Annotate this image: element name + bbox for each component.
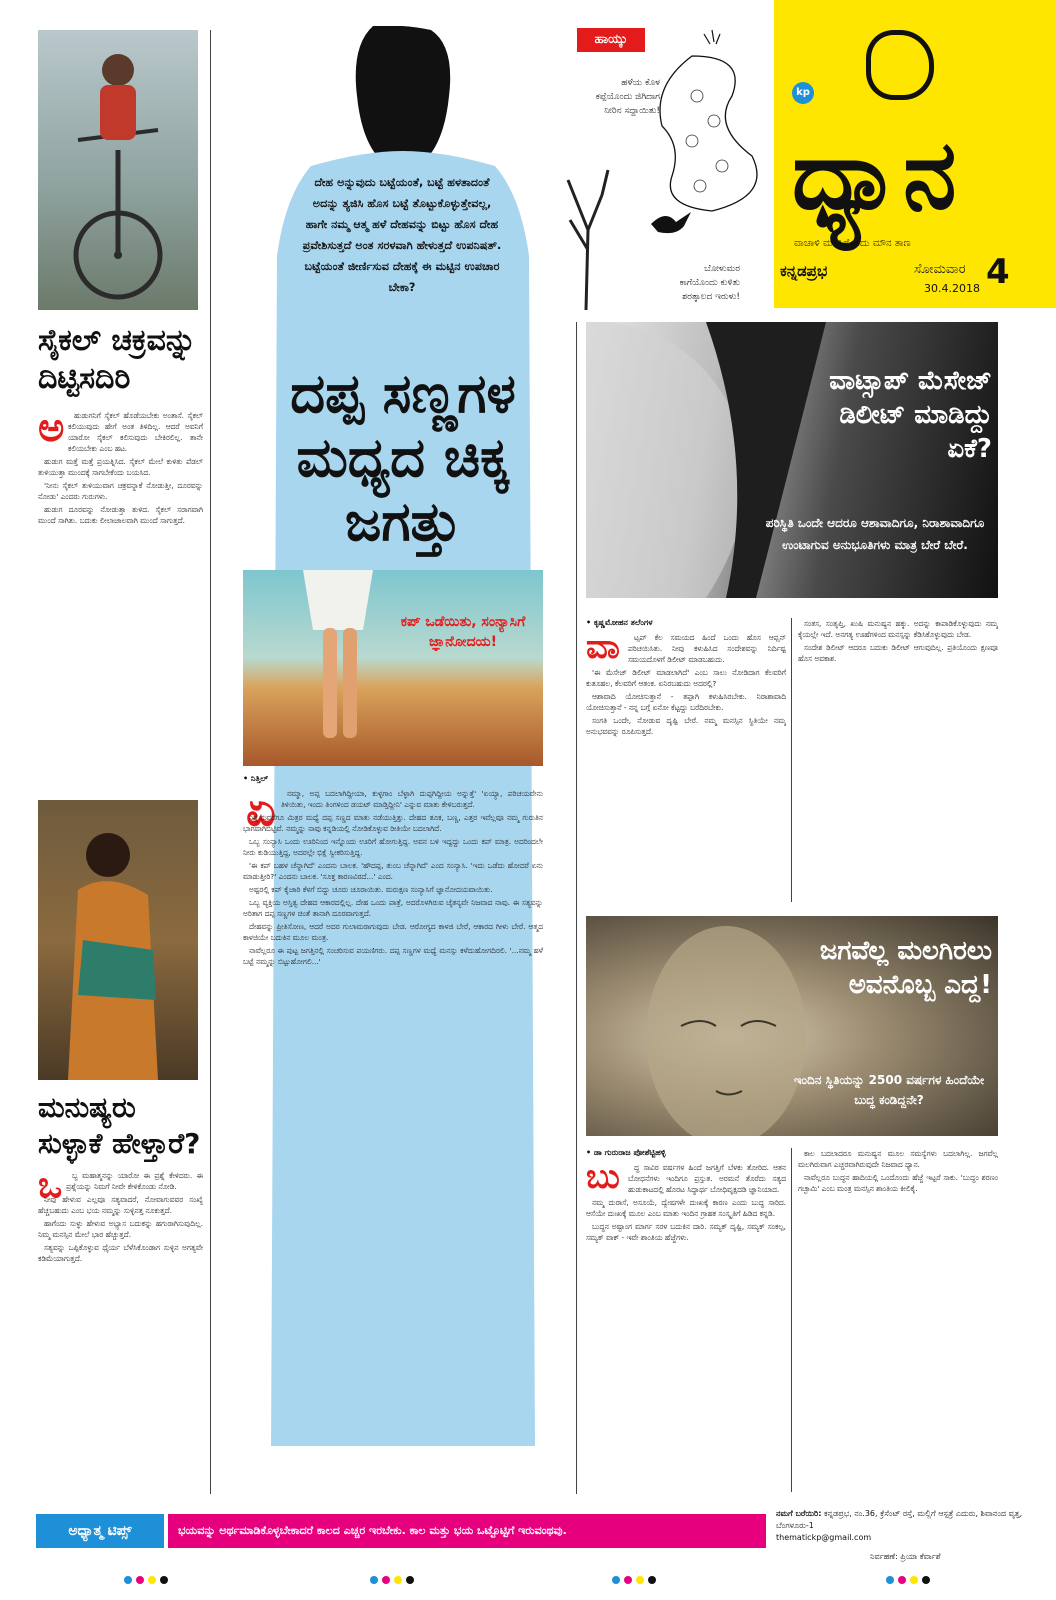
buddha-story-deck: ಇಂದಿನ ಸ್ಥಿತಿಯನ್ನು 2500 ವರ್ಷಗಳ ಹಿಂದೆಯೇ ಬುದ್ಧ ಕಂಡಿದ್ದನೇ? (793, 1073, 985, 1107)
cycle-story-body: ಹುಡುಗನಿಗೆ ಸೈಕಲ್ ಹೊಡೆಯಬೇಕು ಅಂತಾಸೆ. ಸೈಕಲ್ ಕಲಿಯುವುದು ಹೇಗೆ ಅಂತ ತಿಳಿದಿಲ್ಲ. ಆದರೆ ಅವನಿಗೆ ಯಾರೋ ಸೈಕಲ್ ಕಲಿಸುವುದು ಬೇಕಿರಲಿಲ್ಲ. ತಾನೇ ಕಲಿಯಬೇಕು ಎಂಬ ಹಟ. ಹುಡುಗ ಮತ್ತೆ ಮತ್ತೆ ಪ್ರಯತ್ನಿಸಿದ. ಸೈಕಲ್ ಮೇಲೆ ಕುಳಿತು ಪೆಡಲ್ ತುಳಿಯುತ್ತಾ ಮುಂದಕ್ಕೆ ಸಾಗಬೇಕೆಂದು ಬಯಸಿದ. 'ನೀನು ಸೈಕಲ್ ತುಳಿಯುವಾಗ ಚಕ್ರವನ್ನಾಕೆ ನೋಡುತ್ತೀ, ದೂರವನ್ನು ನೋಡು' ಎಂದರು ಗುರುಗಳು. ಹುಡುಗ ದೂರವನ್ನು ನೋಡುತ್ತಾ ತುಳಿದ. ಸೈಕಲ್ ಸರಾಗವಾಗಿ ಮುಂದೆ ಸಾಗಿತು. ಬದುಕು ಲೀಲಾಜಾಲವಾಗಿ ಮುಂದೆ ಸಾಗುತ್ತದೆ. (38, 411, 203, 525)
lie-story-body: ಬ್ಬ ಮಹಾತ್ಮನನ್ನು ಯಾರೋ ಈ ಪ್ರಶ್ನೆ ಕೇಳಿದರು. ಈ ಪ್ರಶ್ನೆಯನ್ನು ನಿಮಗೆ ನೀವೇ ಕೇಳಿಕೊಂಡು ನೋಡಿ. ನೀವು ಹೇಳುವ ಎಲ್ಲವೂ ಸತ್ಯವಾದರೆ, ನೋವಾಗುವವರ ಸಂಖ್ಯೆ ಹೆಚ್ಚಬಹುದು ಎಂಬ ಭಯ ನಮ್ಮನ್ನು ಸುಳ್ಳಿನತ್ತ ನೂಕುತ್ತದೆ. ಹಾಗೆಂದು ಸುಳ್ಳು ಹೇಳುವ ಅಭ್ಯಾಸ ಬದುಕನ್ನು ಹಗುರಾಗಿಸುವುದಿಲ್ಲ. ನಿಮ್ಮ ಮನಸ್ಸಿನ ಮೇಲೆ ಭಾರ ಹೆಚ್ಚುತ್ತದೆ. ಸತ್ಯವನ್ನು ಒಪ್ಪಿಕೊಳ್ಳುವ ಧೈರ್ಯ ಬೆಳೆಸಿಕೊಂಡಾಗ ಸುಳ್ಳಿನ ಅಗತ್ಯವೇ ಕಡಿಮೆಯಾಗುತ್ತದೆ. (38, 1171, 203, 1263)
kannadaprabha-logo-icon: kp (792, 82, 814, 104)
whatsapp-byline: • ಕೃಷ್ಣಮೋಹನ ತಲೆಂಗಳ (586, 618, 653, 627)
buddha-photo (586, 916, 998, 1136)
buddha-drop-cap: ಬು (586, 1157, 620, 1197)
desert-feet-photo (243, 570, 543, 766)
center-lede: ದೇಹ ಅನ್ನುವುದು ಬಟ್ಟೆಯಂತೆ, ಬಟ್ಟೆ ಹಳತಾದಂತೆ ಅದನ್ನು ತ್ಯಜಿಸಿ ಹೊಸ ಬಟ್ಟೆ ತೊಟ್ಟುಕೊಳ್ಳುತ್ತೇವಲ್ಲ, ಹಾಗೇ ನಮ್ಮ ಆತ್ಮ ಹಳೆ ದೇಹವನ್ನು ಬಿಟ್ಟು ಹೊಸ ದೇಹ ಪ್ರವೇಶಿಸುತ್ತದೆ ಅಂತ ಸರಳವಾಗಿ ಹೇಳುತ್ತದೆ ಉಪನಿಷತ್. ಬಟ್ಟೆಯಂತೆ ಜೀರ್ಣಿಸುವ ದೇಹಕ್ಕೆ ಈ ಮಟ್ಟಿನ ಉಪಚಾರ ಬೇಕಾ? (302, 176, 502, 294)
buddha-body-col1: ದ್ಧ ಸಾವಿರ ವರ್ಷಗಳ ಹಿಂದೆ ಜಗತ್ತಿಗೆ ಬೆಳಕು ತೋರಿದ. ಆತನ ಬೋಧನೆಗಳು ಇಂದಿಗೂ ಪ್ರಸ್ತುತ. ಅರಮನೆ ತೊರೆದು ಸತ್ಯದ ಹುಡುಕಾಟದಲ್ಲಿ ಹೊರಟ ಸಿದ್ಧಾರ್ಥ ಬೋಧಿವೃಕ್ಷದಡಿ ಜ್ಞಾನಿಯಾದ. ನಮ್ಮ ದುರಾಸೆ, ಅಸೂಯೆ, ದ್ವೇಷಗಳೇ ದುಃಖಕ್ಕೆ ಕಾರಣ ಎಂದು ಬುದ್ಧ ಸಾರಿದ. ಆಸೆಯೇ ದುಃಖಕ್ಕೆ ಮೂಲ ಎಂಬ ಮಾತು ಇಂದಿನ ಗ್ರಾಹಕ ಸಂಸ್ಕೃತಿಗೆ ಹಿಡಿದ ಕನ್ನಡಿ. ಬುದ್ಧನ ಅಷ್ಟಾಂಗ ಮಾರ್ಗ ಸರಳ ಬದುಕಿನ ದಾರಿ. ಸಮ್ಯಕ್ ದೃಷ್ಟಿ, ಸಮ್ಯಕ್ ಸಂಕಲ್ಪ, ಸಮ್ಯಕ್ ವಾಕ್ - ಇವೇ ಶಾಂತಿಯ ಹೆಜ್ಜೆಗಳು. (586, 1163, 786, 1242)
sad-woman-photo (586, 322, 998, 598)
tips-text: ಭಯವನ್ನು ಅರ್ಥಮಾಡಿಕೊಳ್ಳಬೇಕಾದರೆ ಕಾಲದ ಎಚ್ಚರ ಇರಬೇಕು. ಕಾಲ ಮತ್ತು ಭಯ ಒಟ್ಟೊಟ್ಟಿಗೆ ಇರುವಂಥವು. (168, 1514, 766, 1548)
buddha-byline: • ಡಾ ಗುರುರಾಜ ಪೋಶೆಟ್ಟಿಹಳ್ಳಿ (586, 1148, 666, 1157)
paper-name: ಕನ್ನಡಪ್ರಭ (780, 262, 828, 280)
address-text: ಕನ್ನಡಪ್ರಭ, ನಂ.36, ಕ್ರೆಸೆಂಟ್ ರಸ್ತೆ, ಮಲ್ಲಿಗೆ ಆಸ್ಪತ್ರೆ ಎದುರು, ಶಿವಾನಂದ ವೃತ್ತ, ಬೆಂಗಳೂರು-1 (776, 1509, 1023, 1530)
bicycle-illustration (38, 30, 198, 310)
masthead-title: ಧ್ಯಾನ (792, 119, 959, 231)
masthead-date: 30.4.2018 (924, 282, 980, 295)
whatsapp-story-title: ವಾಟ್ಸಾಪ್ ಮೆಸೇಜ್ ಡಿಲೀಟ್ ಮಾಡಿದ್ದು ಏಕೆ? (829, 366, 992, 464)
tips-label: ಅಧ್ಯಾತ್ಮ ಟಿಪ್ಸ್ (36, 1514, 164, 1548)
haiku-poem-1: ಹಳೆಯ ಕೊಳ ಕಪ್ಪೆಯೊಂದು ಜಿಗಿದಾಗ ನೀರಿನ ಸದ್ದಾಯಿತು! (595, 78, 660, 116)
legs-figure (243, 570, 543, 766)
frog-pond-illustration (652, 26, 762, 216)
crow-illustration (646, 204, 696, 244)
cycle-girl-photo (38, 30, 198, 310)
buddha-body-col2: ಕಾಲ ಬದಲಾದರೂ ಮನುಷ್ಯನ ಮೂಲ ಸಮಸ್ಯೆಗಳು ಬದಲಾಗಿಲ್ಲ. ಜಗವೆಲ್ಲ ಮಲಗಿರುವಾಗ ಎಚ್ಚರವಾಗಿರುವುದೇ ನಿಜವಾದ ಧ್ಯಾನ. ನಾವೆಲ್ಲರೂ ಬುದ್ಧನ ಹಾದಿಯಲ್ಲಿ ಒಂದೊಂದು ಹೆಜ್ಜೆ ಇಟ್ಟರೆ ಸಾಕು. 'ಬುದ್ಧಂ ಶರಣಂ ಗಚ್ಛಾಮಿ' ಎಂಬ ಮಂತ್ರ ಮನಸ್ಸಿನ ಶಾಂತಿಯ ಕೀಲಿಕೈ. (798, 1149, 998, 1193)
contact-email: thematickp@gmail.com (776, 1533, 872, 1542)
center-drop-cap: ಏ (246, 782, 276, 836)
registration-marks (0, 1576, 1056, 1588)
address-block (776, 1508, 1026, 1544)
masthead (774, 0, 1056, 308)
page-credit: ನಿರ್ವಹಣೆ: ಪ್ರಿಯಾ ಕೆರ್ವಾಶೆ (870, 1552, 941, 1561)
meditating-face-icon (866, 30, 934, 100)
column-divider (791, 1148, 792, 1492)
column-divider (576, 322, 577, 1494)
tips-bar (0, 1506, 1056, 1562)
haiku-poem-2: ಬೋಳುಮರ ಕಾಗೆಯೊಂದು ಕುಳಿತು ಶರತ್ಕಾಲದ ಇರುಳು! (679, 264, 740, 302)
buddha-story-title: ಜಗವೆಲ್ಲ ಮಲಗಿರಲು ಅವನೊಬ್ಬ ಎದ್ದ! (819, 936, 992, 1000)
haiku-badge: ಹಾಯ್ಕು (577, 28, 645, 52)
whatsapp-drop-cap: ವಾ (586, 627, 620, 667)
woman-saree-photo (38, 800, 198, 1080)
desert-photo-caption: ಕಪ್ ಒಡೆಯಿತು, ಸಂನ್ಯಾಸಿಗೆ ಜ್ಞಾನೋದಯ! (400, 614, 526, 650)
cycle-story-drop-cap: ಅ (38, 405, 65, 451)
main-headline: ದಪ್ಪ ಸಣ್ಣಗಳ ಮಧ್ಯದ ಚಿಕ್ಕ ಜಗತ್ತು (290, 362, 516, 553)
lie-story-title: ಮನುಷ್ಯರು ಸುಳ್ಳಾಕೆ ಹೇಳ್ತಾರೆ? (38, 1091, 201, 1160)
whatsapp-body-col2: ಸಂತಸ, ಸಂತೃಪ್ತಿ, ಖುಷಿ ಮನುಷ್ಯನ ಹಕ್ಕು. ಅದನ್ನು ಕಾಪಾಡಿಕೊಳ್ಳುವುದು ನಮ್ಮ ಕೈಯಲ್ಲೇ ಇದೆ. ಅನಗತ್ಯ ಊಹೆಗಳಿಂದ ಮನಸ್ಸನ್ನು ಕೆಡಿಸಿಕೊಳ್ಳುವುದು ಬೇಡ. ಸಂದೇಶ ಡಿಲೀಟ್ ಆದರೂ ಬದುಕು ಡಿಲೀಟ್ ಆಗುವುದಿಲ್ಲ. ಪ್ರತಿಯೊಂದು ಕ್ಷಣವೂ ಹೊಸ ಅವಕಾಶ. (798, 619, 998, 663)
center-byline: • ನಿತ್ತಿಲ್ (243, 774, 269, 783)
whatsapp-body-col1: ಟ್ಸಪ್ ಕೆಲ ಸಮಯದ ಹಿಂದೆ ಒಂದು ಹೊಸ ಆಪ್ಷನ್ ಪರಿಚಯಿಸಿತು. ನೀವು ಕಳುಹಿಸಿದ ಸಂದೇಶವನ್ನು ನಿರ್ದಿಷ್ಟ ಸಮಯದೊಳಗೆ ಡಿಲೀಟ್ ಮಾಡಬಹುದು. 'ಈ ಮೆಸೇಜ್ ಡಿಲೀಟ್ ಮಾಡಲಾಗಿದೆ' ಎಂಬ ಸಾಲು ನೋಡಿದಾಗ ಕೆಲವರಿಗೆ ಕುತೂಹಲ, ಕೆಲವರಿಗೆ ಆತಂಕ. ಏನಿರಬಹುದು ಅದರಲ್ಲಿ? ಆಶಾವಾದಿ ಯೋಚಿಸುತ್ತಾನೆ - ತಪ್ಪಾಗಿ ಕಳುಹಿಸಿರಬೇಕು. ನಿರಾಶಾವಾದಿ ಯೋಚಿಸುತ್ತಾನೆ - ನನ್ನ ಬಗ್ಗೆ ಏನೋ ಕೆಟ್ಟದ್ದು ಬರೆದಿರಬೇಕು. ಸಂಗತಿ ಒಂದೇ, ನೋಡುವ ದೃಷ್ಟಿ ಬೇರೆ. ನಮ್ಮ ಮನಸ್ಸಿನ ಸ್ಥಿತಿಯೇ ನಮ್ಮ ಅನುಭವವನ್ನು ರೂಪಿಸುತ್ತದೆ. (586, 633, 786, 736)
lie-story-drop-cap: ಒ (38, 1165, 63, 1206)
page-number: 4 (986, 252, 1010, 292)
address-label: ನಮಗೆ ಬರೆಯಿರಿ: (776, 1509, 822, 1518)
masthead-day: ಸೋಮವಾರ (914, 262, 966, 277)
cycle-story-title: ಸೈಕಲ್ ಚಕ್ರವನ್ನು ದಿಟ್ಟಿಸದಿರಿ (38, 323, 197, 396)
column-divider (791, 618, 792, 902)
whatsapp-story-deck: ಪರಿಸ್ಥಿತಿ ಒಂದೇ ಆದರೂ ಆಶಾವಾದಿಗೂ, ನಿರಾಶಾವಾದಿಗೂ ಉಂಟಾಗುವ ಅನುಭೂತಿಗಳು ಮಾತ್ರ ಬೇರೆ ಬೇರೆ. (765, 516, 985, 552)
column-divider (210, 30, 211, 1494)
bare-tree-illustration (556, 140, 616, 310)
masthead-tagline: ವಾಚಾಳಿ ಮನಸಿಗೊಂದು ಮೌನ ತಾಣ (794, 238, 911, 249)
woman-figure (38, 800, 198, 1080)
center-body: ನಮ್ಮಾ, ಅಪ್ಪ ಬದಲಾಗಿದ್ದೀಯಾ, ಕುಳ್ಳಗಾಂ ಬೆಳ್ಳಾಗಿ ದುಪ್ಪಗಿದ್ದೀಯ ಅನ್ನುತ್ತೆ' 'ಏಯ್ಯಾ, ಪರಿಚಯವೇನು ತಿಳಿಯಿತು, ಇಂದು ತಿಂಗಳಿಂದ ಡಯಟ್ ಮಾಡ್ತಿದ್ದೀನಿ' ಎನ್ನುವ ಮಾತು ಕೇಳಿಬರುತ್ತದೆ. ನಿನ್ನೆಯವರೆಗೂ ಮಿತ್ರರ ಮಧ್ಯೆ ದಪ್ಪ ಸಣ್ಣದ ಮಾತು ನಡೆಯುತ್ತಿತ್ತು. ದೇಹದ ತೂಕ, ಬಣ್ಣ, ಎತ್ತರ ಇವೆಲ್ಲವೂ ನಮ್ಮ ಗುರುತಿನ ಭಾಗವಾಗಿಬಿಟ್ಟಿವೆ. ನಮ್ಮನ್ನು ನಾವು ಕನ್ನಡಿಯಲ್ಲಿ ನೋಡಿಕೊಳ್ಳುವ ರೀತಿಯೇ ಬದಲಾಗಿದೆ. ಒಬ್ಬ ಸಂನ್ಯಾಸಿ ಒಂದು ಊರಿನಿಂದ ಇನ್ನೊಂದು ಊರಿಗೆ ಹೋಗುತ್ತಿದ್ದ. ಅವನ ಬಳಿ ಇದ್ದದ್ದು ಒಂದು ಕಪ್ ಮಾತ್ರ. ಅದರಿಂದಲೇ ನೀರು ಕುಡಿಯುತ್ತಿದ್ದ, ಅದರಲ್ಲೇ ಭಿಕ್ಷೆ ಸ್ವೀಕರಿಸುತ್ತಿದ್ದ. 'ಈ ಕಪ್ ಬಹಳ ಚೆನ್ನಾಗಿದೆ' ಎಂದನು ಬಾಲಕ. 'ಹೌದಪ್ಪ, ತುಂಬ ಚೆನ್ನಾಗಿದೆ' ಎಂದ ಸಂನ್ಯಾಸಿ. 'ಇದು ಒಡೆದು ಹೋದರೆ ಏನು ಮಾಡುತ್ತೀರಿ?' ಎಂದನು ಬಾಲಕ. 'ಸೂಕ್ತ ಕಾರಣವಿರದೆ...' ಎಂದ. ಅಷ್ಟರಲ್ಲಿ ಕಪ್ ಕೈಜಾರಿ ಕೆಳಗೆ ಬಿದ್ದು ಚೂರು ಚೂರಾಯಿತು. ಮರುಕ್ಷಣ ಸಂನ್ಯಾಸಿಗೆ ಜ್ಞಾನೋದಯವಾಯಿತು. ಒಬ್ಬ ವ್ಯಕ್ತಿಯ ಅಸ್ತಿತ್ವ ದೇಹದ ಆಕಾರದಲ್ಲಿಲ್ಲ. ದೇಹ ಒಂದು ಪಾತ್ರೆ, ಅದರೊಳಗಿರುವ ಚೈತನ್ಯವೇ ನಿಜವಾದ ನಾವು. ಈ ಸತ್ಯವನ್ನು ಅರಿತಾಗ ದಪ್ಪ ಸಣ್ಣಗಳ ಚಿಂತೆ ತಾನಾಗಿ ದೂರವಾಗುತ್ತದೆ. ದೇಹವನ್ನು ಪ್ರೀತಿಸೋಣ, ಆದರೆ ಅದರ ಗುಲಾಮರಾಗುವುದು ಬೇಡ. ಆರೋಗ್ಯದ ಕಾಳಜಿ ಬೇರೆ, ಆಕಾರದ ಗೀಳು ಬೇರೆ. ಆತ್ಮದ ಕಾಳಜಿಯೇ ಬದುಕಿನ ಮೂಲ ಮಂತ್ರ. ನಾವೆಲ್ಲರೂ ಈ ಪುಟ್ಟ ಜಗತ್ತಿನಲ್ಲಿ ಸಂಚರಿಸುವ ಪಯಣಿಗರು. ದಪ್ಪ ಸಣ್ಣಗಳ ಮಧ್ಯೆ ಮನಸ್ಸು ಕಳೆದುಹೋಗದಿರಲಿ. '...ನಮ್ಮ ಹಳೆ ಬಟ್ಟೆ ನಮ್ಮನ್ನು ಬಿಟ್ಟುಹೋಗಲಿ...' (243, 789, 543, 966)
